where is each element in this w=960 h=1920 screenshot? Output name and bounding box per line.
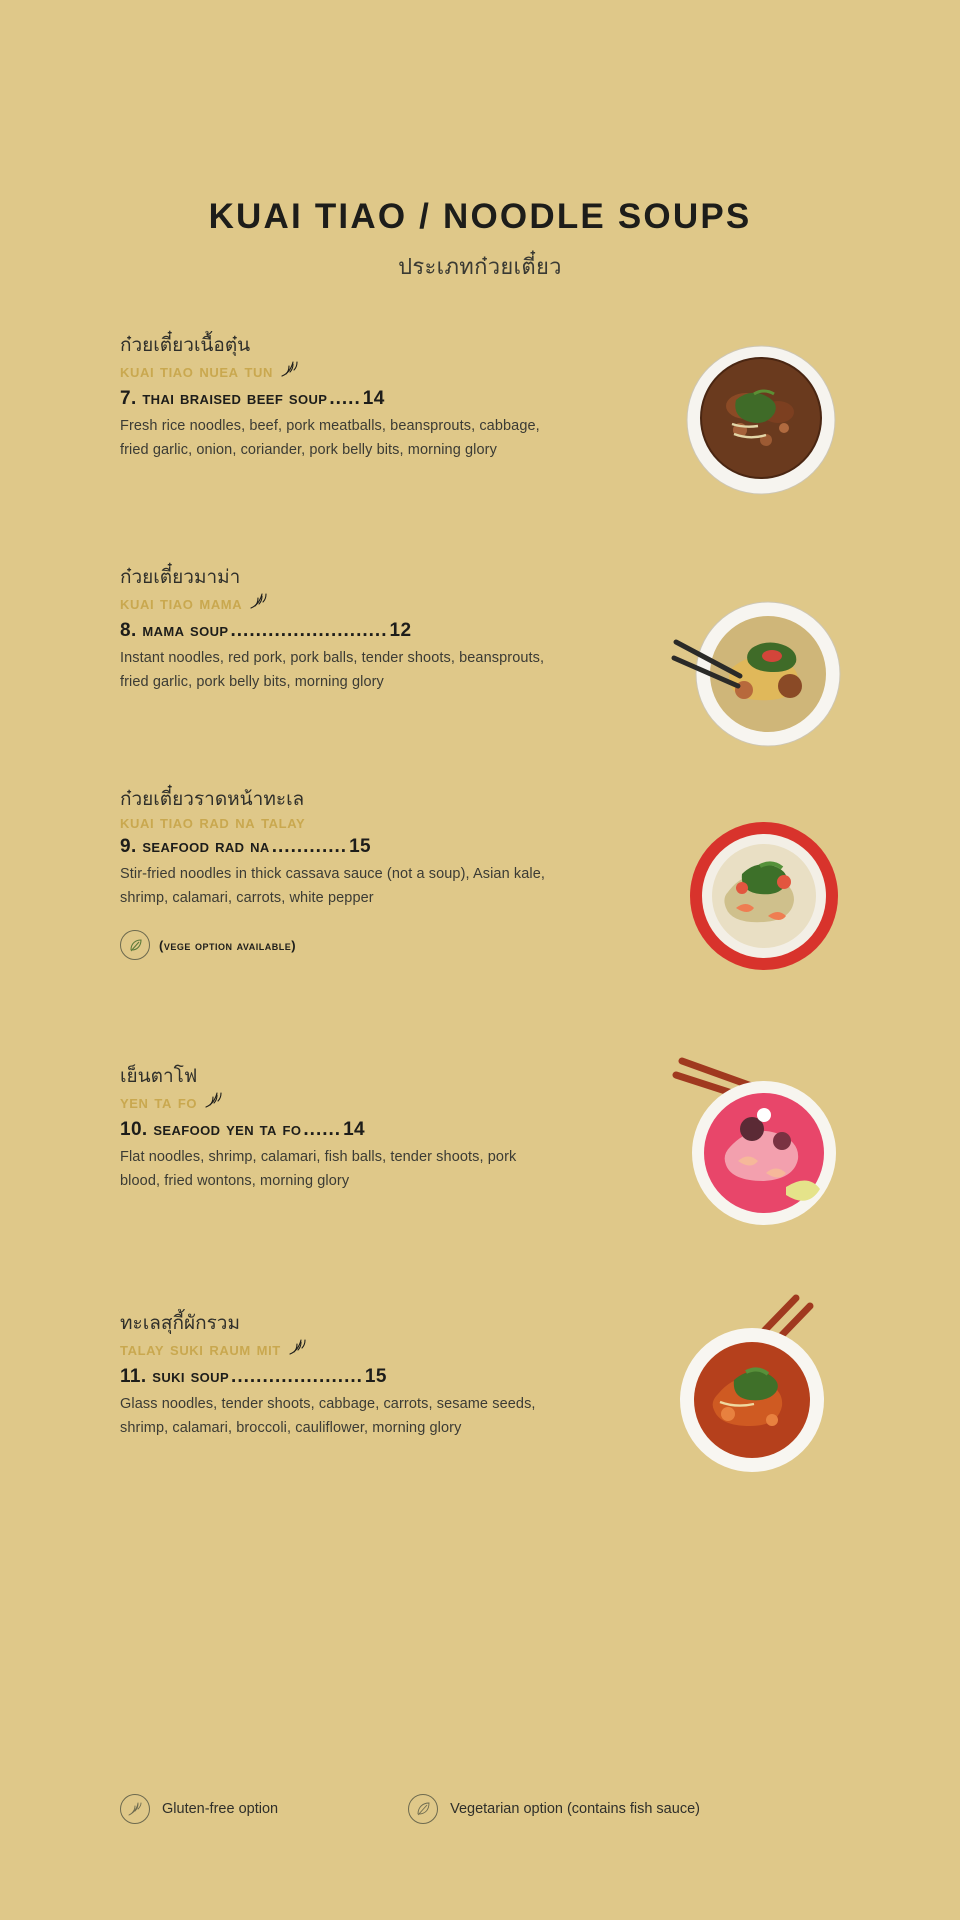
- item-photo: [674, 328, 848, 502]
- item-thai-name: ก๋วยเตี๋ยวเนื้อตุ๋น: [120, 334, 251, 356]
- vege-option-row: [120, 930, 550, 960]
- item-thai-name: เย็นตาโฟ: [120, 1065, 198, 1087]
- page-title: KUAI TIAO / NOODLE SOUPS: [208, 197, 752, 236]
- item-transliteration-row: [120, 1336, 550, 1364]
- item-price: 14: [343, 1119, 366, 1141]
- item-number: 11.: [120, 1366, 147, 1388]
- item-transliteration-row: [120, 1089, 550, 1117]
- item-name-row: [120, 1366, 550, 1388]
- item-price: 14: [362, 388, 385, 410]
- item-name-row: [120, 1119, 550, 1141]
- leader-dots: ......: [303, 1119, 342, 1141]
- item-number: 7.: [120, 388, 137, 410]
- item-transliteration-row: [120, 812, 550, 834]
- legend-gluten-free-label: Gluten-free option: [162, 1801, 279, 1817]
- item-transliteration-row: [120, 358, 550, 386]
- item-description: Glass noodles, tender shoots, cabbage, carrots, sesame seeds, shrimp, calamari, broccoli, cauliflower, morning glory: [120, 1396, 536, 1436]
- item-name: thai braised beef soup: [142, 388, 328, 410]
- legend-footer: [120, 1794, 840, 1824]
- item-photo: [660, 1292, 850, 1488]
- item-description: Fresh rice noodles, beef, pork meatballs, beansprouts, cabbage, fried garlic, onion, coriander, pork belly bits, morning glory: [120, 418, 540, 458]
- wheat-icon: [120, 1794, 150, 1824]
- leader-dots: .....: [329, 388, 361, 410]
- leaf-icon: [120, 930, 150, 960]
- menu-item: [120, 566, 840, 726]
- wheat-icon: [287, 1336, 311, 1364]
- legend-vegetarian-label: Vegetarian option (contains fish sauce): [450, 1801, 700, 1817]
- vege-option-label: (vege option available): [159, 937, 297, 953]
- item-description: Stir-fried noodles in thick cassava sauce (not a soup), Asian kale, shrimp, calamari, carrots, white pepper: [120, 866, 545, 906]
- item-photo: [660, 1049, 856, 1249]
- item-transliteration: kuai tiao mama: [120, 593, 243, 615]
- item-name: suki soup: [152, 1366, 230, 1388]
- item-number: 9.: [120, 836, 137, 858]
- menu-item: [120, 1065, 840, 1250]
- wheat-icon: [248, 590, 272, 618]
- item-photo: [672, 804, 850, 982]
- item-transliteration: kuai tiao rad na talay: [120, 812, 306, 834]
- item-name: seafood rad na: [142, 836, 270, 858]
- item-name-row: [120, 388, 550, 410]
- item-thai-name: ทะเลสุกี้ผักรวม: [120, 1312, 241, 1334]
- item-name-row: [120, 836, 550, 858]
- item-name-row: [120, 620, 550, 642]
- item-description: Flat noodles, shrimp, calamari, fish balls, tender shoots, pork blood, fried wontons, morning glory: [120, 1149, 517, 1189]
- legend-vegetarian: [408, 1794, 700, 1824]
- item-number: 10.: [120, 1119, 148, 1141]
- leader-dots: .........................: [230, 620, 388, 642]
- item-price: 12: [389, 620, 412, 642]
- item-description: Instant noodles, red pork, pork balls, tender shoots, beansprouts, fried garlic, pork belly bits, morning glory: [120, 650, 545, 690]
- leader-dots: ............: [271, 836, 348, 858]
- item-price: 15: [349, 836, 372, 858]
- menu-list: [0, 334, 960, 1502]
- wheat-icon: [203, 1089, 227, 1117]
- page-header: [0, 0, 960, 284]
- item-transliteration: talay suki raum mit: [120, 1339, 281, 1361]
- legend-gluten-free: [120, 1794, 278, 1824]
- menu-item: [120, 1312, 840, 1502]
- item-transliteration-row: [120, 590, 550, 618]
- leader-dots: .....................: [231, 1366, 363, 1388]
- item-photo: [668, 582, 854, 758]
- menu-item: [120, 788, 840, 1003]
- item-price: 15: [364, 1366, 387, 1388]
- page-subtitle-thai: ประเภทก๋วยเตี๋ยว: [398, 253, 562, 279]
- item-thai-name: ก๋วยเตี๋ยวราดหน้าทะเล: [120, 788, 305, 810]
- item-transliteration: yen ta fo: [120, 1092, 198, 1114]
- item-thai-name: ก๋วยเตี๋ยวมาม่า: [120, 566, 241, 588]
- item-number: 8.: [120, 620, 137, 642]
- leaf-icon: [408, 1794, 438, 1824]
- menu-item: [120, 334, 840, 504]
- item-name: mama soup: [142, 620, 229, 642]
- wheat-icon: [279, 358, 303, 386]
- item-name: seafood yen ta fo: [153, 1119, 302, 1141]
- item-transliteration: kuai tiao nuea tun: [120, 361, 274, 383]
